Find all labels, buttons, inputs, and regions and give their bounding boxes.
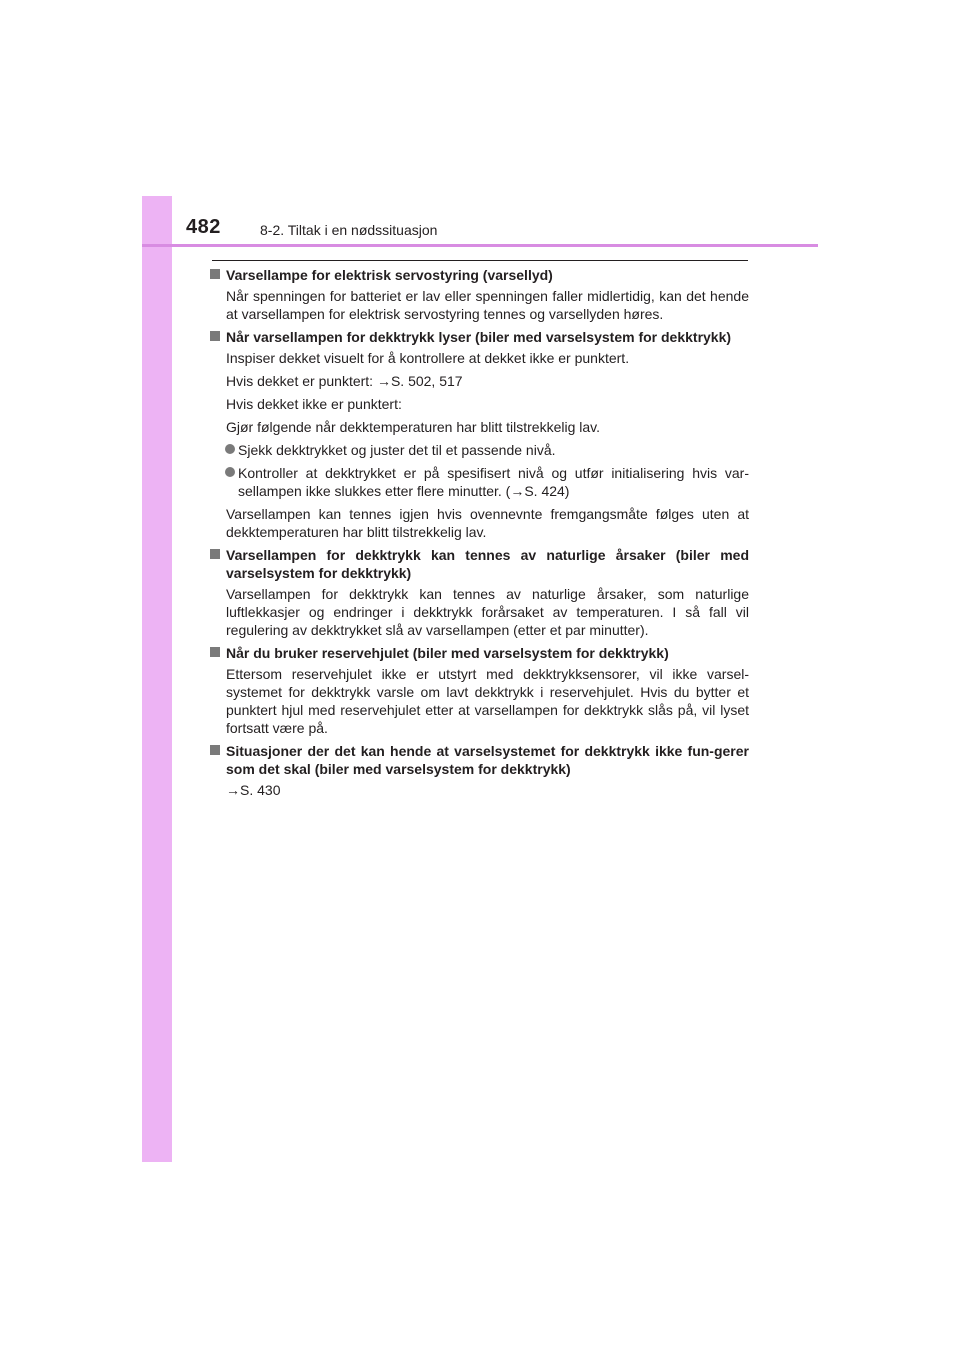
round-bullet-icon	[225, 444, 235, 454]
arrow-right-icon: →	[226, 782, 240, 798]
paragraph: Varsellampen for dekktrykk kan tennes av naturlige årsaker, som naturlige luftlekkasjer og endringer i dekktrykk forårsaket av temperaturen. I så fall vil regulering av dekktrykket slå av varsellampen (etter et par minutter).	[226, 586, 749, 638]
section-heading	[209, 644, 749, 662]
list-item-text: Sjekk dekktrykket og juster det til et passende nivå.	[238, 442, 556, 458]
chapter-title: 8-2. Tiltak i en nødssituasjon	[260, 222, 438, 238]
page-number: 482	[186, 216, 221, 238]
square-bullet-icon	[210, 331, 220, 341]
section-tire-pressure-warning	[209, 328, 749, 541]
heading-text: Situasjoner der det kan hende at varselsystemet for dekktrykk ikke fun-gerer som det skal (biler med varselsystem for dekktrykk)	[226, 743, 749, 777]
square-bullet-icon	[210, 745, 220, 755]
section-natural-causes	[209, 546, 749, 639]
section-heading	[209, 266, 749, 284]
section-heading	[209, 546, 749, 582]
page-reference-link[interactable]: S. 430	[240, 782, 281, 798]
header-divider	[142, 244, 818, 247]
arrow-right-icon: →	[376, 373, 391, 389]
section-heading	[209, 742, 749, 778]
paragraph: Varsellampen kan tennes igjen hvis ovennevnte fremgangsmåte følges uten at dekktemperaturen har blitt tilstrekkelig lav.	[226, 506, 749, 540]
list-item	[209, 464, 749, 500]
paragraph: Inspiser dekket visuelt for å kontrollere at dekket ikke er punktert.	[226, 350, 630, 366]
square-bullet-icon	[210, 549, 220, 559]
paragraph: Når spenningen for batteriet er lav eller spenningen faller midlertidig, kan det hende at varsellampen for elektrisk servostyring tennes og varsellyden høres.	[226, 288, 749, 322]
heading-text: Varsellampe for elektrisk servostyring (varsellyd)	[226, 267, 553, 283]
heading-text: Når du bruker reservehjulet (biler med varselsystem for dekktrykk)	[226, 645, 669, 661]
paragraph: Ettersom reservehjulet ikke er utstyrt med dekktrykksensorer, vil ikke varsel-systemet for dekktrykk varsle om lavt dekktrykk i reservehjulet. Hvis du bytter et punktert hjul med reservehjulet etter at varsellampen for dekktrykk slås på, vil lyset fortsatt være på.	[226, 666, 749, 736]
heading-text: Varsellampen for dekktrykk kan tennes av naturlige årsaker (biler med varselsystem for dekktrykk)	[226, 547, 749, 581]
page-content	[209, 266, 749, 804]
paragraph: Hvis dekket ikke er punktert:	[226, 396, 402, 412]
section-spare-tire	[209, 644, 749, 737]
square-bullet-icon	[210, 269, 220, 279]
round-bullet-icon	[225, 467, 235, 477]
heading-text: Når varsellampen for dekktrykk lyser (biler med varselsystem for dekktrykk)	[226, 329, 732, 345]
list-item	[209, 441, 749, 459]
square-bullet-icon	[210, 647, 220, 657]
section-power-steering	[209, 266, 749, 323]
page-reference-link[interactable]: S. 502, 517	[390, 373, 463, 389]
reference-line	[209, 372, 749, 390]
section-heading	[209, 328, 749, 346]
chapter-tab-bar	[142, 196, 172, 1162]
section-rule	[212, 260, 748, 261]
list-item-text: Kontroller at dekktrykket er på spesifisert nivå og utfør initialisering hvis var-sellampen ikke slukkes etter flere minutter. (→S. 424)	[238, 465, 749, 499]
reference-prefix: Hvis dekket er punktert:	[226, 373, 377, 389]
section-system-malfunction	[209, 742, 749, 799]
paragraph: Gjør følgende når dekktemperaturen har blitt tilstrekkelig lav.	[226, 419, 601, 435]
reference-line	[209, 781, 749, 799]
